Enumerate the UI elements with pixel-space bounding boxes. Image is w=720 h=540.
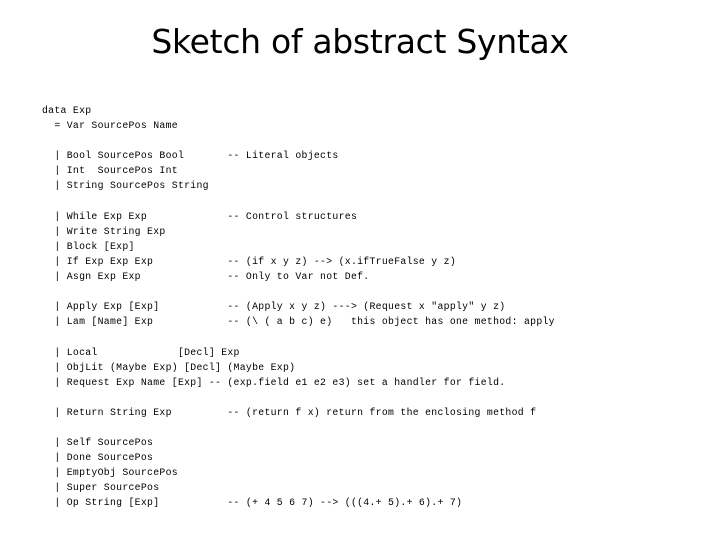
code-line: | Return String Exp -- (return f x) return from the enclosing method f xyxy=(42,406,537,418)
code-line: | Asgn Exp Exp -- Only to Var not Def. xyxy=(42,271,370,283)
code-line: | Block [Exp] xyxy=(42,240,135,252)
code-line xyxy=(42,329,555,344)
code-line xyxy=(42,133,555,148)
code-line: | Super SourcePos xyxy=(42,482,160,494)
code-line xyxy=(42,284,555,299)
code-line: | Request Exp Name [Exp] -- (exp.field e1 e2 e3) set a handler for field. xyxy=(42,376,506,388)
code-line: | If Exp Exp Exp -- (if x y z) --> (x.ifTrueFalse y z) xyxy=(42,255,456,267)
code-line: | Local [Decl] Exp xyxy=(42,346,240,358)
code-line: | Self SourcePos xyxy=(42,437,154,449)
code-line: | Op String [Exp] -- (+ 4 5 6 7) --> (((4.+ 5).+ 6).+ 7) xyxy=(42,497,463,509)
code-line: | Bool SourcePos Bool -- Literal objects xyxy=(42,150,339,162)
code-line xyxy=(42,390,555,405)
code-line: | Lam [Name] Exp -- (\ ( a b c) e) this object has one method: apply xyxy=(42,316,555,328)
code-line: = Var SourcePos Name xyxy=(42,120,178,132)
code-line: | ObjLit (Maybe Exp) [Decl] (Maybe Exp) xyxy=(42,361,296,373)
code-line: data Exp xyxy=(42,105,92,116)
code-line: | While Exp Exp -- Control structures xyxy=(42,210,358,222)
code-line: | String SourcePos String xyxy=(42,180,209,192)
code-line: | EmptyObj SourcePos xyxy=(42,467,178,479)
slide-title: Sketch of abstract Syntax xyxy=(151,22,569,61)
code-line: | Int SourcePos Int xyxy=(42,165,178,177)
code-line xyxy=(42,194,555,209)
code-line: | Write String Exp xyxy=(42,225,166,237)
code-line: | Apply Exp [Exp] -- (Apply x y z) ---> (Request x "apply" y z) xyxy=(42,301,506,313)
code-block xyxy=(42,103,555,511)
code-line xyxy=(42,420,555,435)
code-line: | Done SourcePos xyxy=(42,452,154,464)
